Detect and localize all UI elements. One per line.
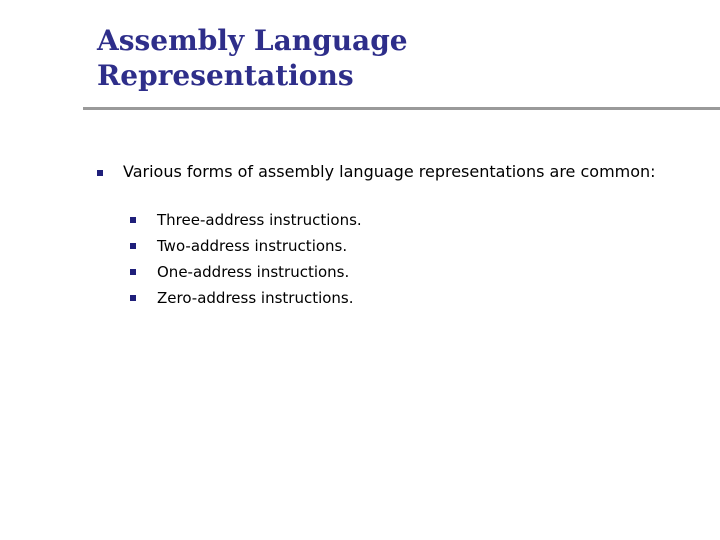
square-bullet-icon [130, 243, 136, 249]
sub-bullet-text: Two-address instructions. [157, 237, 348, 255]
title-line-1: Assembly Language [97, 24, 408, 57]
main-bullet-text: Various forms of assembly language representations are common: [123, 162, 656, 181]
list-item [130, 261, 362, 287]
square-bullet-icon [130, 295, 136, 301]
title-line-2: Representations [97, 59, 354, 92]
sub-bullet-text: Zero-address instructions. [157, 289, 354, 307]
square-bullet-icon [130, 269, 136, 275]
square-bullet-icon [97, 170, 103, 176]
list-item [130, 235, 362, 261]
title-divider [83, 107, 720, 110]
slide-title [97, 23, 408, 93]
list-item [130, 209, 362, 235]
list-item [130, 287, 362, 313]
sub-bullet-text: One-address instructions. [157, 263, 350, 281]
square-bullet-icon [130, 217, 136, 223]
sub-bullet-list [130, 209, 362, 313]
sub-bullet-text: Three-address instructions. [157, 211, 362, 229]
